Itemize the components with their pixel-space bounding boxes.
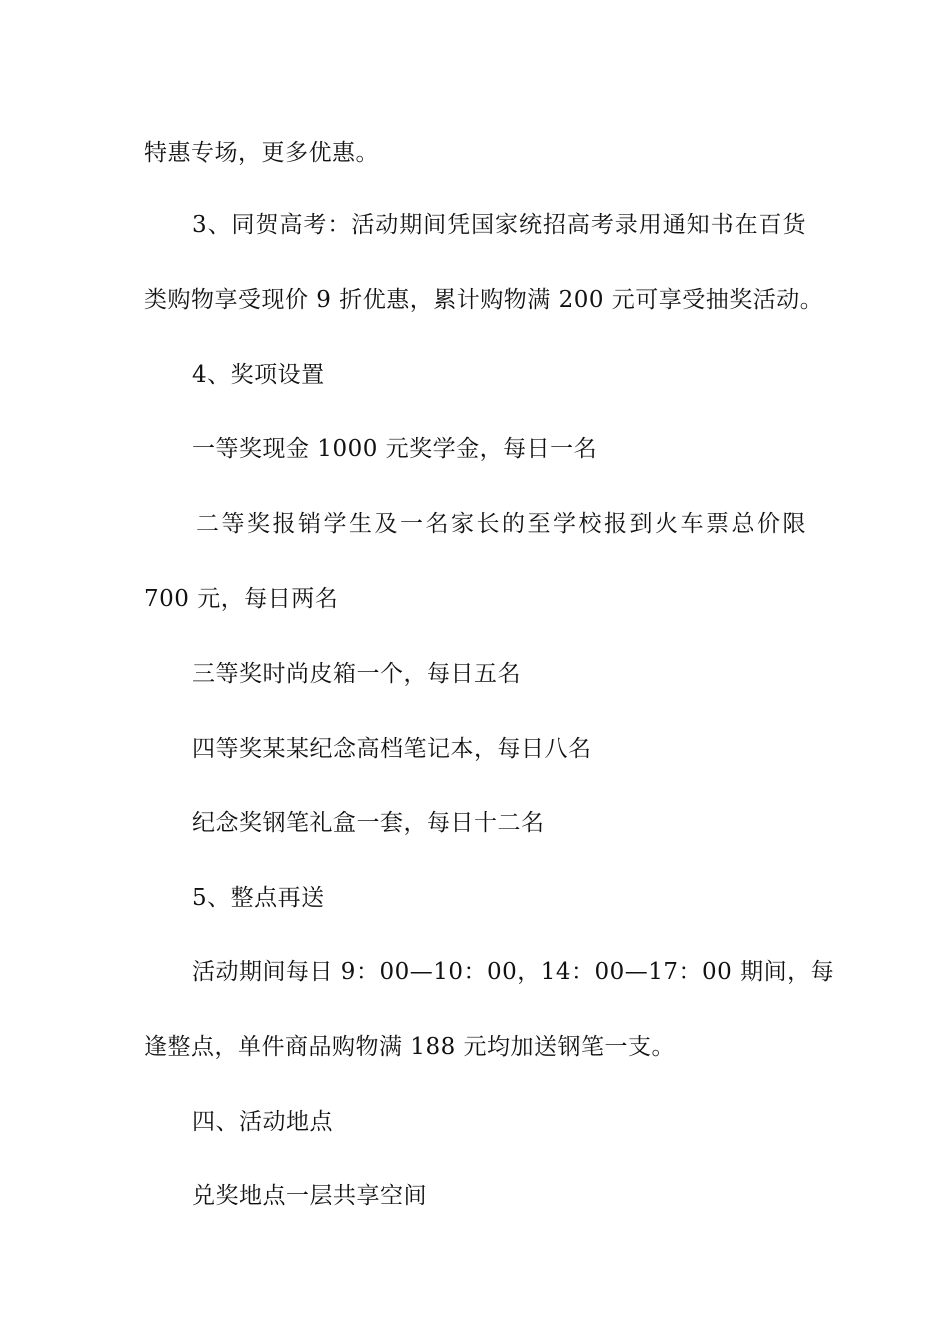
text-line-3: 类购物享受现价 9 折优惠，累计购物满 200 元可享受抽奖活动。 [144,287,824,313]
text-line-7: 700 元，每日两名 [144,586,339,612]
section-heading-location: 四、活动地点 [192,1109,333,1135]
section-heading-awards: 4、奖项设置 [192,362,325,388]
text-line-6: 二等奖报销学生及一名家长的至学校报到火车票总价限 [196,511,806,537]
text-line-1: 特惠专场，更多优惠。 [144,140,379,166]
text-line-9: 四等奖某某纪念高档笔记本，每日八名 [192,736,592,762]
text-line-13: 逢整点，单件商品购物满 188 元均加送钢笔一支。 [144,1034,676,1060]
text-line-10: 纪念奖钢笔礼盒一套，每日十二名 [192,810,545,836]
text-line-2: 3、同贺高考：活动期间凭国家统招高考录用通知书在百货 [192,212,806,238]
section-heading-hourly: 5、整点再送 [192,885,325,911]
text-line-12: 活动期间每日 9：00—10：00，14：00—17：00 期间，每 [192,959,835,985]
text-line-8: 三等奖时尚皮箱一个，每日五名 [192,661,521,687]
text-line-15: 兑奖地点一层共享空间 [192,1183,427,1209]
text-line-5: 一等奖现金 1000 元奖学金，每日一名 [192,436,598,462]
